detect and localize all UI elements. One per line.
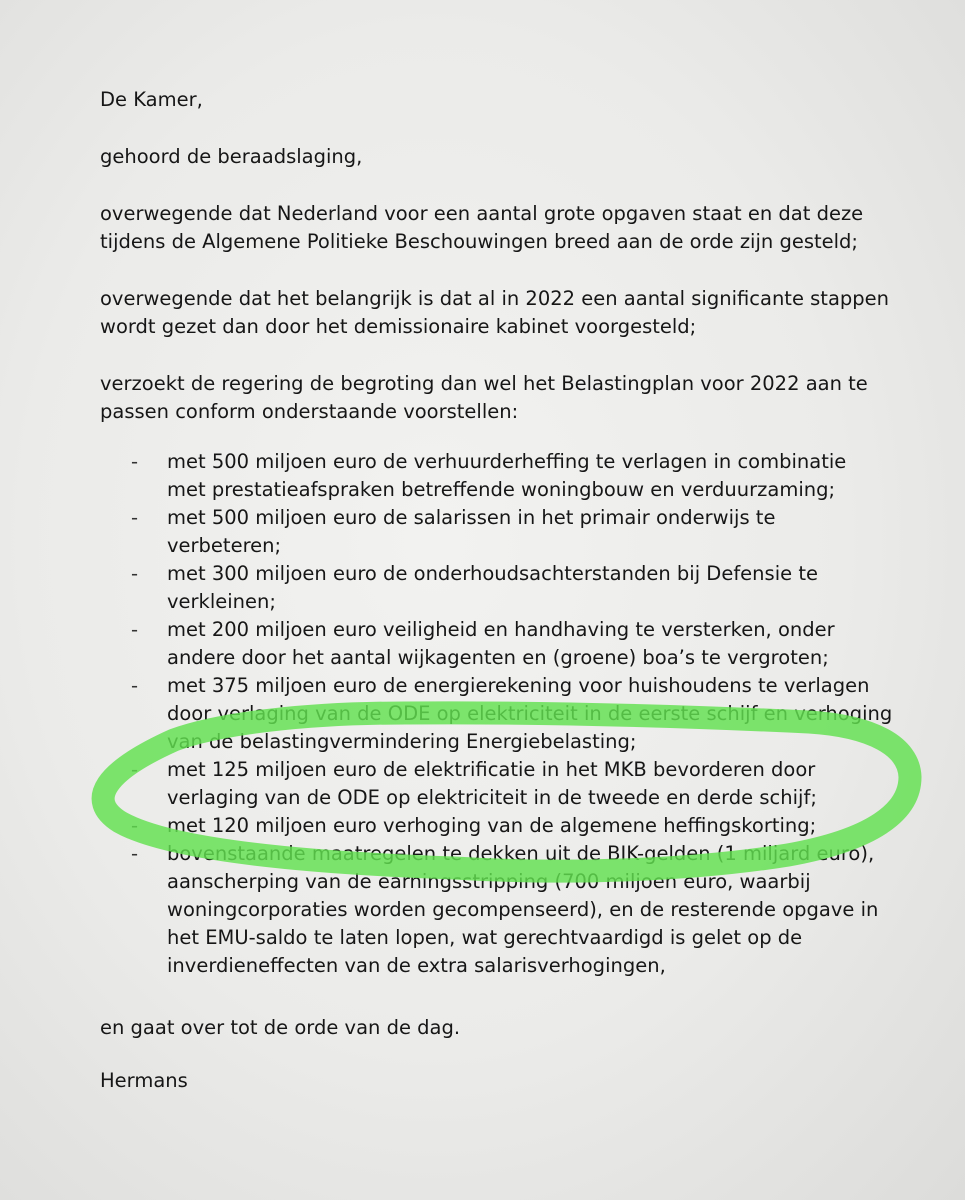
considering-paragraph-1 [100,200,900,256]
proposal-item-1 [167,448,900,504]
proposal-item-6 [167,756,900,812]
considering-paragraph-2 [100,285,900,341]
proposal-item-4 [167,616,900,672]
proposal-5-line-3: van de belastingvermindering Energiebelasting; [167,730,637,753]
heard-deliberation: gehoord de beraadslaging, [100,145,363,168]
proposal-item-5 [167,672,900,756]
proposal-2-line-1: - met 500 miljoen euro de salarissen in het primair onderwijs te [167,506,776,529]
proposal-2-line-2: verbeteren; [167,534,282,557]
closing-line: en gaat over tot de orde van de dag. [100,1016,461,1039]
proposal-item-2 [167,504,900,560]
proposal-item-7 [167,812,900,840]
request-line-2: passen conform onderstaande voorstellen: [100,400,519,423]
signature-name: Hermans [100,1069,188,1092]
request-line-1: verzoekt de regering de begroting dan wel het Belastingplan voor 2022 aan te [100,372,868,395]
proposal-6-line-2: verlaging van de ODE op elektriciteit in de tweede en derde schijf; [167,786,817,809]
considering-1-line-1: overwegende dat Nederland voor een aantal grote opgaven staat en dat deze [100,202,864,225]
proposal-4-line-1: - met 200 miljoen euro veiligheid en handhaving te versterken, onder [167,618,835,641]
proposal-5-line-2: door verlaging van de ODE op elektriciteit in de eerste schijf en verhoging [167,702,893,725]
proposal-7-line-1: - met 120 miljoen euro verhoging van de algemene heffingskorting; [167,814,817,837]
request-paragraph [100,370,900,426]
proposal-3-line-2: verkleinen; [167,590,276,613]
proposal-item-3 [167,560,900,616]
proposal-8-line-4: het EMU-saldo te laten lopen, wat gerechtvaardigd is gelet op de [167,926,803,949]
proposal-4-line-2: andere door het aantal wijkagenten en (groene) boa’s te vergroten; [167,646,829,669]
proposal-8-line-2: aanscherping van de earningsstripping (700 miljoen euro, waarbij [167,870,811,893]
salutation: De Kamer, [100,88,203,111]
proposal-5-line-1: - met 375 miljoen euro de energierekening voor huishoudens te verlagen [167,674,870,697]
considering-2-line-1: overwegende dat het belangrijk is dat al in 2022 een aantal significante stappen [100,287,890,310]
proposal-list [167,448,900,980]
proposal-item-8 [167,840,900,980]
proposal-1-line-1: - met 500 miljoen euro de verhuurderheffing te verlagen in combinatie [167,450,847,473]
proposal-8-line-3: woningcorporaties worden gecompenseerd), en de resterende opgave in [167,898,879,921]
considering-1-line-2: tijdens de Algemene Politieke Beschouwingen breed aan de orde zijn gesteld; [100,230,858,253]
proposal-8-line-1: - bovenstaande maatregelen te dekken uit de BIK-gelden (1 miljard euro), [167,842,875,865]
proposal-8-line-5: inverdieneffecten van de extra salarisverhogingen, [167,954,666,977]
considering-2-line-2: wordt gezet dan door het demissionaire kabinet voorgesteld; [100,315,697,338]
motion-text [100,86,900,1095]
proposal-1-line-2: met prestatieafspraken betreffende woningbouw en verduurzaming; [167,478,836,501]
proposal-3-line-1: - met 300 miljoen euro de onderhoudsachterstanden bij Defensie te [167,562,818,585]
proposal-6-line-1: - met 125 miljoen euro de elektrificatie in het MKB bevorderen door [167,758,816,781]
